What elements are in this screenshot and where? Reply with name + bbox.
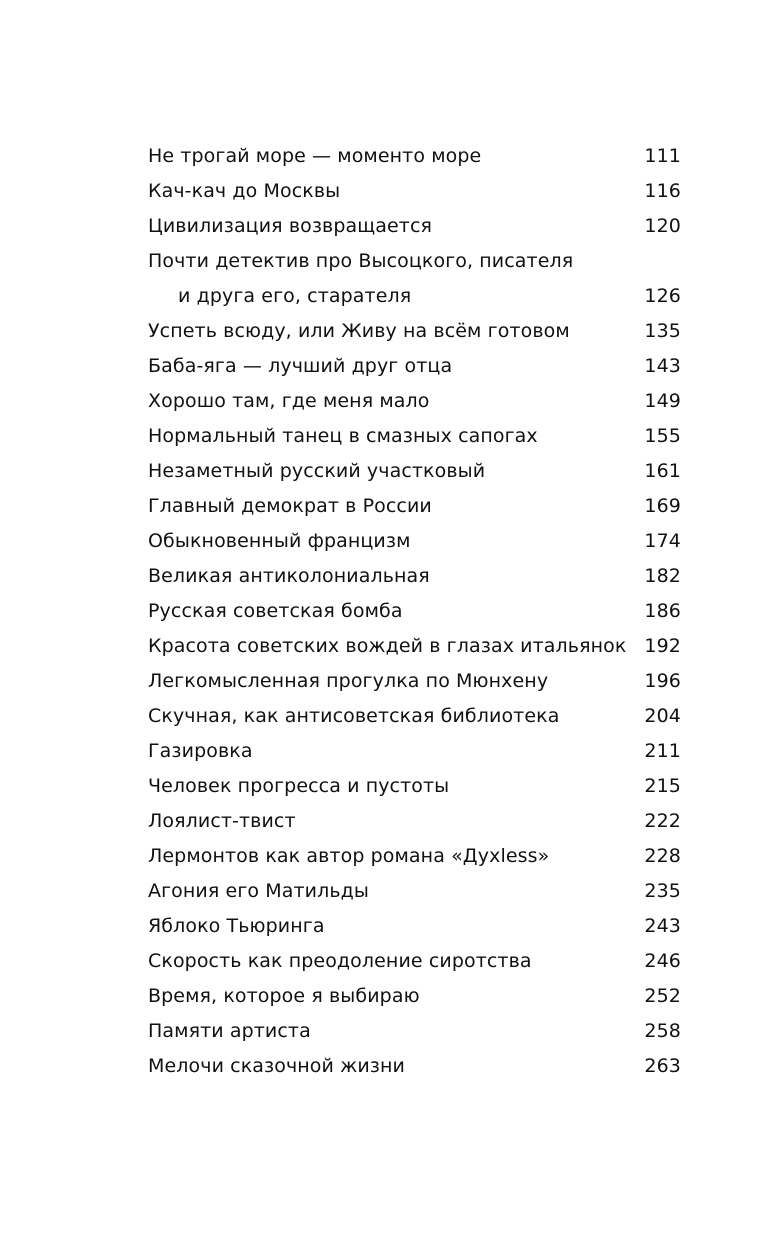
toc-entry: [148, 594, 681, 629]
toc-entry: [148, 174, 681, 209]
toc-entry-title: Скорость как преодоление сиротства: [148, 950, 532, 972]
toc-entry-title: Почти детектив про Высоцкого, писателя: [148, 250, 574, 272]
toc-entry-page: 228: [644, 845, 681, 867]
toc-entry-title: Агония его Матильды: [148, 880, 370, 902]
toc-entry-page: 192: [644, 635, 681, 657]
toc-entry: [148, 699, 681, 734]
toc-entry-page: 246: [644, 950, 681, 972]
toc-entry-title-continuation: и друга его, старателя: [178, 285, 412, 307]
toc-entry-title: Мелочи сказочной жизни: [148, 1055, 405, 1077]
toc-entry: [148, 384, 681, 419]
toc-entry-page: 135: [644, 320, 681, 342]
toc-entry-title: Газировка: [148, 740, 253, 762]
toc-entry-title: Великая антиколониальная: [148, 565, 430, 587]
toc-entry-page: 149: [644, 390, 681, 412]
table-of-contents: [148, 139, 681, 1084]
toc-entry-page: 235: [644, 880, 681, 902]
toc-entry-title: Русская советская бомба: [148, 600, 403, 622]
toc-entry-title: Обыкновенный францизм: [148, 530, 411, 552]
toc-entry-page: 182: [644, 565, 681, 587]
toc-entry-page: 174: [644, 530, 681, 552]
toc-entry-page: 169: [644, 495, 681, 517]
toc-entry-page: 263: [644, 1055, 681, 1077]
toc-entry: [148, 804, 681, 839]
toc-entry: [148, 209, 681, 244]
toc-entry-title: Скучная, как антисоветская библиотека: [148, 705, 560, 727]
toc-entry-title: Лермонтов как автор романа «Дyxless»: [148, 845, 550, 867]
toc-entry-page: 196: [644, 670, 681, 692]
toc-entry-title: Нормальный танец в смазных сапогах: [148, 425, 538, 447]
toc-entry: [148, 629, 681, 664]
toc-entry-title: Человек прогресса и пустоты: [148, 775, 450, 797]
toc-entry-page: 222: [644, 810, 681, 832]
toc-entry: [148, 314, 681, 349]
toc-entry-title: Цивилизация возвращается: [148, 215, 433, 237]
toc-entry-title: Незаметный русский участковый: [148, 460, 486, 482]
toc-entry-title: Не трогай море — моменто море: [148, 145, 482, 167]
toc-entry: [148, 1049, 681, 1084]
toc-entry-page: 143: [644, 355, 681, 377]
toc-entry: [148, 419, 681, 454]
toc-entry: [148, 244, 681, 314]
toc-entry-page: 116: [644, 180, 681, 202]
toc-entry: [148, 769, 681, 804]
toc-entry: [148, 874, 681, 909]
toc-entry-title: Главный демократ в России: [148, 495, 432, 517]
toc-entry: [148, 524, 681, 559]
toc-entry-title: Время, которое я выбираю: [148, 985, 420, 1007]
toc-entry-title: Легкомысленная прогулка по Мюнхену: [148, 670, 549, 692]
toc-entry-page: 111: [644, 145, 681, 167]
toc-entry-title: Кач-кач до Москвы: [148, 180, 341, 202]
toc-entry-page: 161: [644, 460, 681, 482]
toc-entry-title: Памяти артиста: [148, 1020, 311, 1042]
toc-entry-page: 243: [644, 915, 681, 937]
toc-entry-title: Яблоко Тьюринга: [148, 915, 325, 937]
toc-entry-page: 204: [644, 705, 681, 727]
toc-entry-page: 155: [644, 425, 681, 447]
toc-entry-page: 120: [644, 215, 681, 237]
toc-entry: [148, 1014, 681, 1049]
toc-entry: [148, 559, 681, 594]
toc-entry: [148, 454, 681, 489]
toc-entry: [148, 944, 681, 979]
toc-entry-page: 126: [644, 285, 681, 307]
toc-entry: [148, 349, 681, 384]
toc-entry-title: Лоялист-твист: [148, 810, 296, 832]
toc-entry: [148, 139, 681, 174]
toc-entry-title: Баба-яга — лучший друг отца: [148, 355, 453, 377]
toc-entry: [148, 489, 681, 524]
toc-entry-page: 211: [644, 740, 681, 762]
toc-entry: [148, 664, 681, 699]
toc-entry: [148, 979, 681, 1014]
toc-entry: [148, 839, 681, 874]
toc-entry-title: Хорошо там, где меня мало: [148, 390, 430, 412]
toc-entry-title: Красота советских вождей в глазах итальянок: [148, 635, 627, 657]
toc-entry-page: 186: [644, 600, 681, 622]
toc-entry: [148, 734, 681, 769]
toc-entry-page: 215: [644, 775, 681, 797]
toc-entry-title: Успеть всюду, или Живу на всём готовом: [148, 320, 570, 342]
toc-entry-page: 258: [644, 1020, 681, 1042]
toc-entry: [148, 909, 681, 944]
toc-entry-page: 252: [644, 985, 681, 1007]
